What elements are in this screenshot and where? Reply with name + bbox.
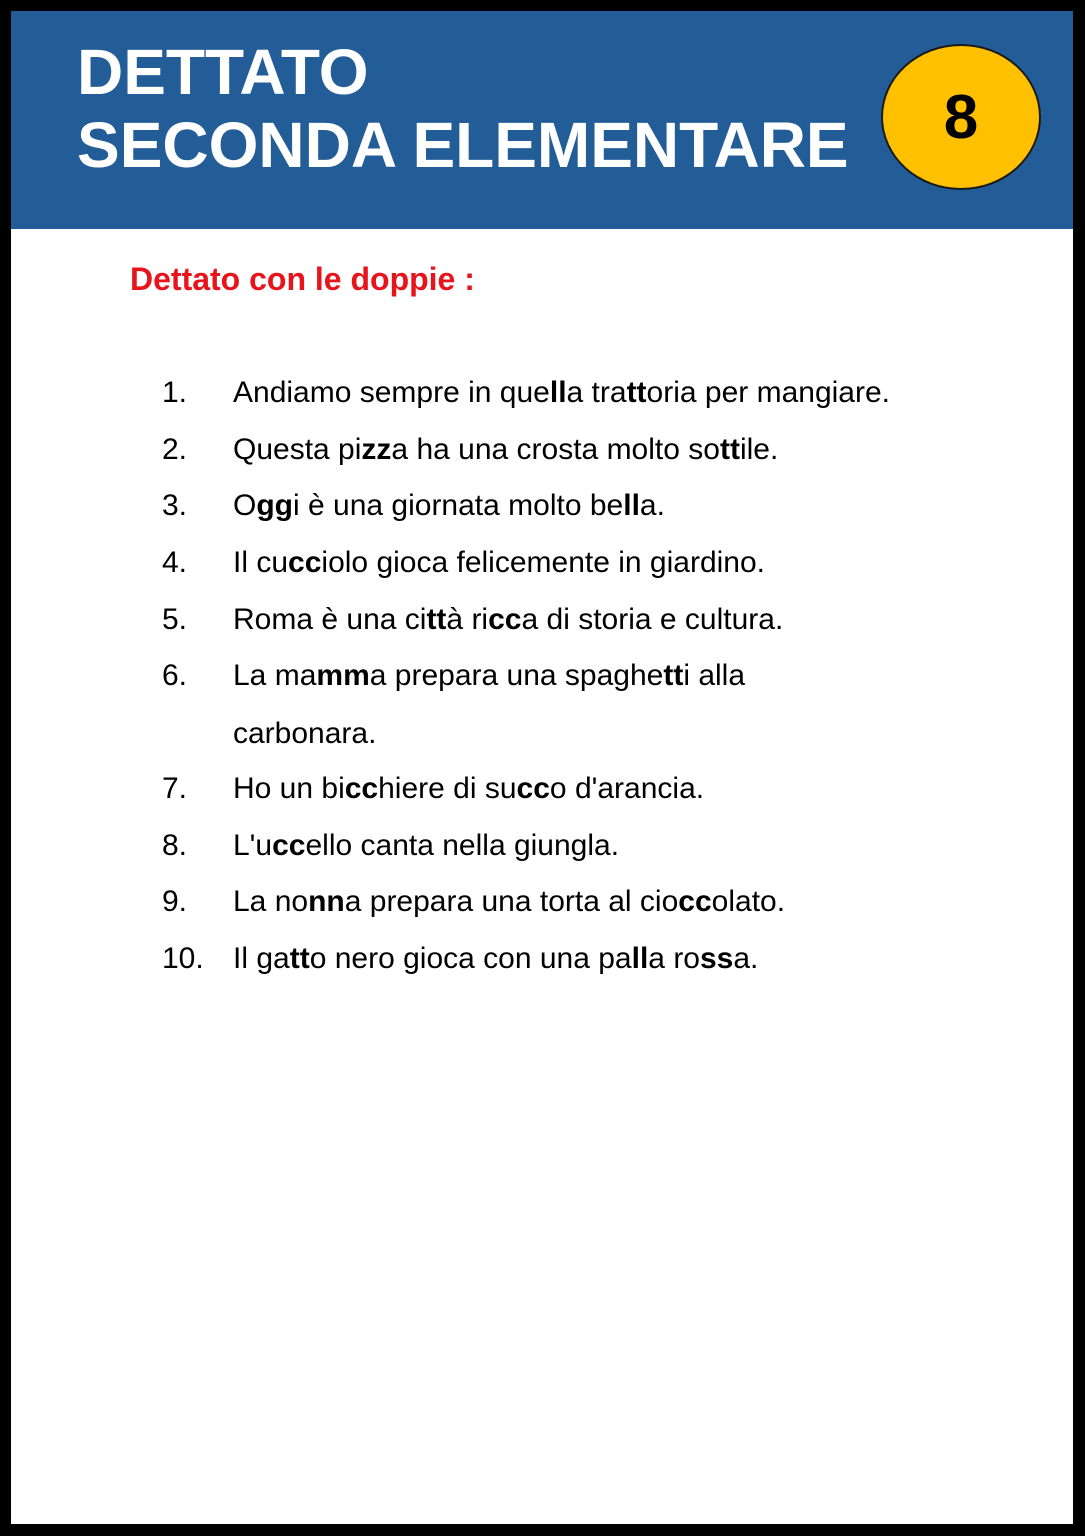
double-letters: cc	[344, 772, 379, 805]
double-letters: tt	[719, 433, 740, 466]
list-item: Ho un bicchiere di succo d'arancia.	[233, 772, 705, 805]
item-number: 8.	[162, 829, 188, 862]
list-item: Il cucciolo gioca felicemente in giardino.	[233, 546, 766, 579]
header-band	[11, 11, 1073, 229]
double-letters: cc	[678, 885, 712, 918]
double-letters: cc	[288, 546, 322, 579]
list-item: Roma è una città ricca di storia e cultura.	[233, 603, 784, 636]
list-item: La mamma prepara una spaghetti alla	[233, 659, 746, 692]
list-item: Il gatto nero gioca con una palla rossa.	[233, 942, 759, 975]
worksheet-page	[11, 11, 1073, 1524]
double-letters: tt	[426, 603, 447, 636]
item-number: 6.	[162, 659, 188, 692]
double-letters: cc	[272, 829, 306, 862]
double-letters: cc	[516, 772, 550, 805]
item-number: 10.	[162, 942, 204, 975]
double-letters: tt	[289, 942, 310, 975]
list-item: L'uccello canta nella giungla.	[233, 829, 620, 862]
double-letters: ll	[549, 376, 567, 409]
section-subtitle: Dettato con le doppie :	[130, 261, 475, 297]
double-letters: tt	[626, 376, 647, 409]
title-line-1: DETTATO	[77, 36, 369, 108]
double-letters: zz	[361, 433, 392, 466]
item-number: 3.	[162, 489, 188, 522]
double-letters: tt	[663, 659, 684, 692]
item-number: 7.	[162, 772, 188, 805]
title-line-2: SECONDA ELEMENTARE	[77, 109, 849, 181]
list-item: Questa pizza ha una crosta molto sottile.	[233, 433, 779, 466]
double-letters: gg	[256, 489, 293, 522]
item-number: 1.	[162, 376, 188, 409]
item-number: 4.	[162, 546, 188, 579]
item-number: 5.	[162, 603, 188, 636]
double-letters: ss	[700, 942, 734, 975]
list-item: Andiamo sempre in quella trattoria per mangiare.	[233, 376, 891, 409]
number-badge: 8	[881, 44, 1041, 190]
double-letters: mm	[316, 659, 370, 692]
list-item-continuation: carbonara.	[233, 717, 377, 750]
list-item: Oggi è una giornata molto bella.	[233, 489, 665, 522]
double-letters: ll	[631, 942, 649, 975]
item-number: 2.	[162, 433, 188, 466]
double-letters: ll	[623, 489, 640, 522]
double-letters: nn	[308, 885, 345, 918]
double-letters: cc	[488, 603, 522, 636]
list-item: La nonna prepara una torta al cioccolato.	[233, 885, 786, 918]
item-number: 9.	[162, 885, 188, 918]
